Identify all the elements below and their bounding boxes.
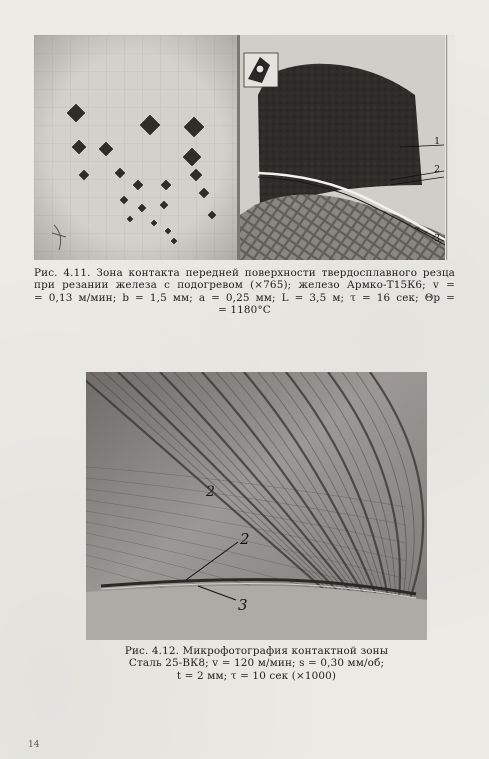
figure-4-11-photo	[34, 35, 455, 260]
figure-4-12-photo	[86, 372, 427, 640]
contact-zone-micrograph	[240, 35, 455, 260]
marker-3: 3	[434, 234, 440, 244]
marker-2: 2	[434, 165, 440, 175]
tool-insert-icon	[244, 53, 278, 87]
caption-line: = 0,13 м/мин; b = 1,5 мм; a = 0,25 мм; L = 3,5 м; τ = 16 сек; Θр =	[34, 291, 455, 304]
figure-4-12-caption	[86, 645, 427, 682]
marker-3: 3	[238, 596, 248, 614]
caption-line: Сталь 25-ВК8; v = 120 м/мин; s = 0,30 мм/об;	[128, 657, 385, 670]
caption-line: t = 2 мм; τ = 10 сек (×1000)	[176, 669, 337, 682]
indentation-micrograph	[34, 35, 239, 260]
figure-4-11-caption	[34, 267, 455, 317]
marker-1: 1	[434, 137, 440, 147]
caption-line: = 1180°С	[218, 304, 271, 317]
caption-line: Рис. 4.12. Микрофотография контактной зоны	[124, 645, 389, 657]
marker-2-lower: 2	[240, 530, 250, 548]
marker-2-upper: 2	[206, 484, 215, 500]
caption-line: Рис. 4.11. Зона контакта передней поверхности твердосплавного резца	[34, 267, 455, 279]
caption-line: при резании железа с подогревом (×765); железо Армко-Т15К6; v =	[34, 279, 455, 292]
page-number: 14	[28, 740, 40, 750]
